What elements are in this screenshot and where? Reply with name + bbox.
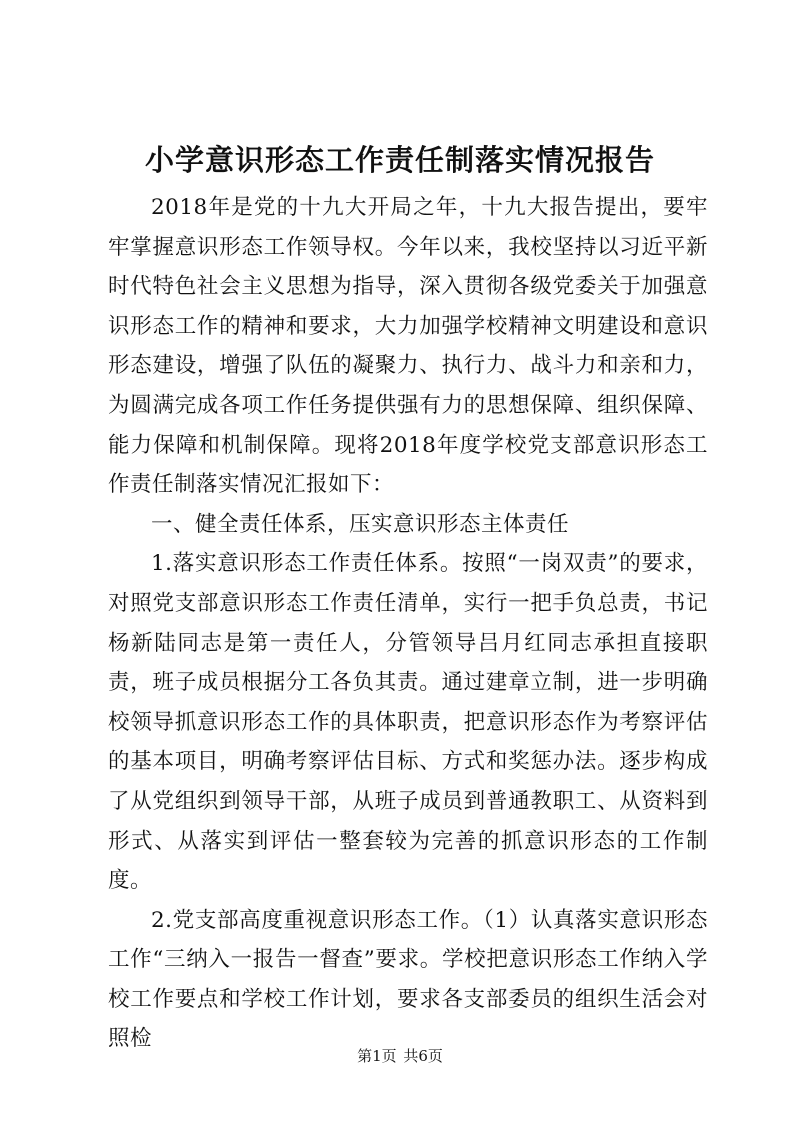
- document-body: [108, 188, 708, 1059]
- section-heading-1: 一、健全责任体系，压实意识形态主体责任: [151, 511, 570, 537]
- page-total: 共6页: [403, 1047, 443, 1065]
- paragraph-intro: 2018年是党的十九大开局之年，十九大报告提出，要牢牢掌握意识形态工作领导权。今年以来，我校坚持以习近平新时代特色社会主义思想为指导，深入贯彻各级党委关于加强意识形态工作的精神和要求，大力加强学校精神文明建设和意识形态建设，增强了队伍的凝聚力、执行力、战斗力和亲和力，为圆满完成各项工作任务提供强有力的思想保障、组织保障、能力保障和机制保障。现将2018年度学校党支部意识形态工作责任制落实情况汇报如下：: [108, 195, 708, 498]
- page-footer: [0, 1046, 800, 1066]
- document-title: 小学意识形态工作责任制落实情况报告: [144, 143, 655, 177]
- paragraph-item-2: 2.党支部高度重视意识形态工作。（1）认真落实意识形态工作“三纳入一报告一督查”要求。学校把意识形态工作纳入学校工作要点和学校工作计划，要求各支部委员的组织生活会对照检: [108, 907, 708, 1052]
- page-number: 第1页: [357, 1047, 397, 1065]
- paragraph-item-1: 1.落实意识形态工作责任体系。按照“一岗双责”的要求，对照党支部意识形态工作责任清单，实行一把手负总责，书记杨新陆同志是第一责任人，分管领导吕月红同志承担直接职责，班子成员根据分工各负其责。通过建章立制，进一步明确校领导抓意识形态工作的具体职责，把意识形态作为考察评估的基本项目，明确考察评估目标、方式和奖惩办法。逐步构成了从党组织到领导干部，从班子成员到普通教职工、从资料到形式、从落实到评估一整套较为完善的抓意识形态的工作制度。: [108, 551, 708, 894]
